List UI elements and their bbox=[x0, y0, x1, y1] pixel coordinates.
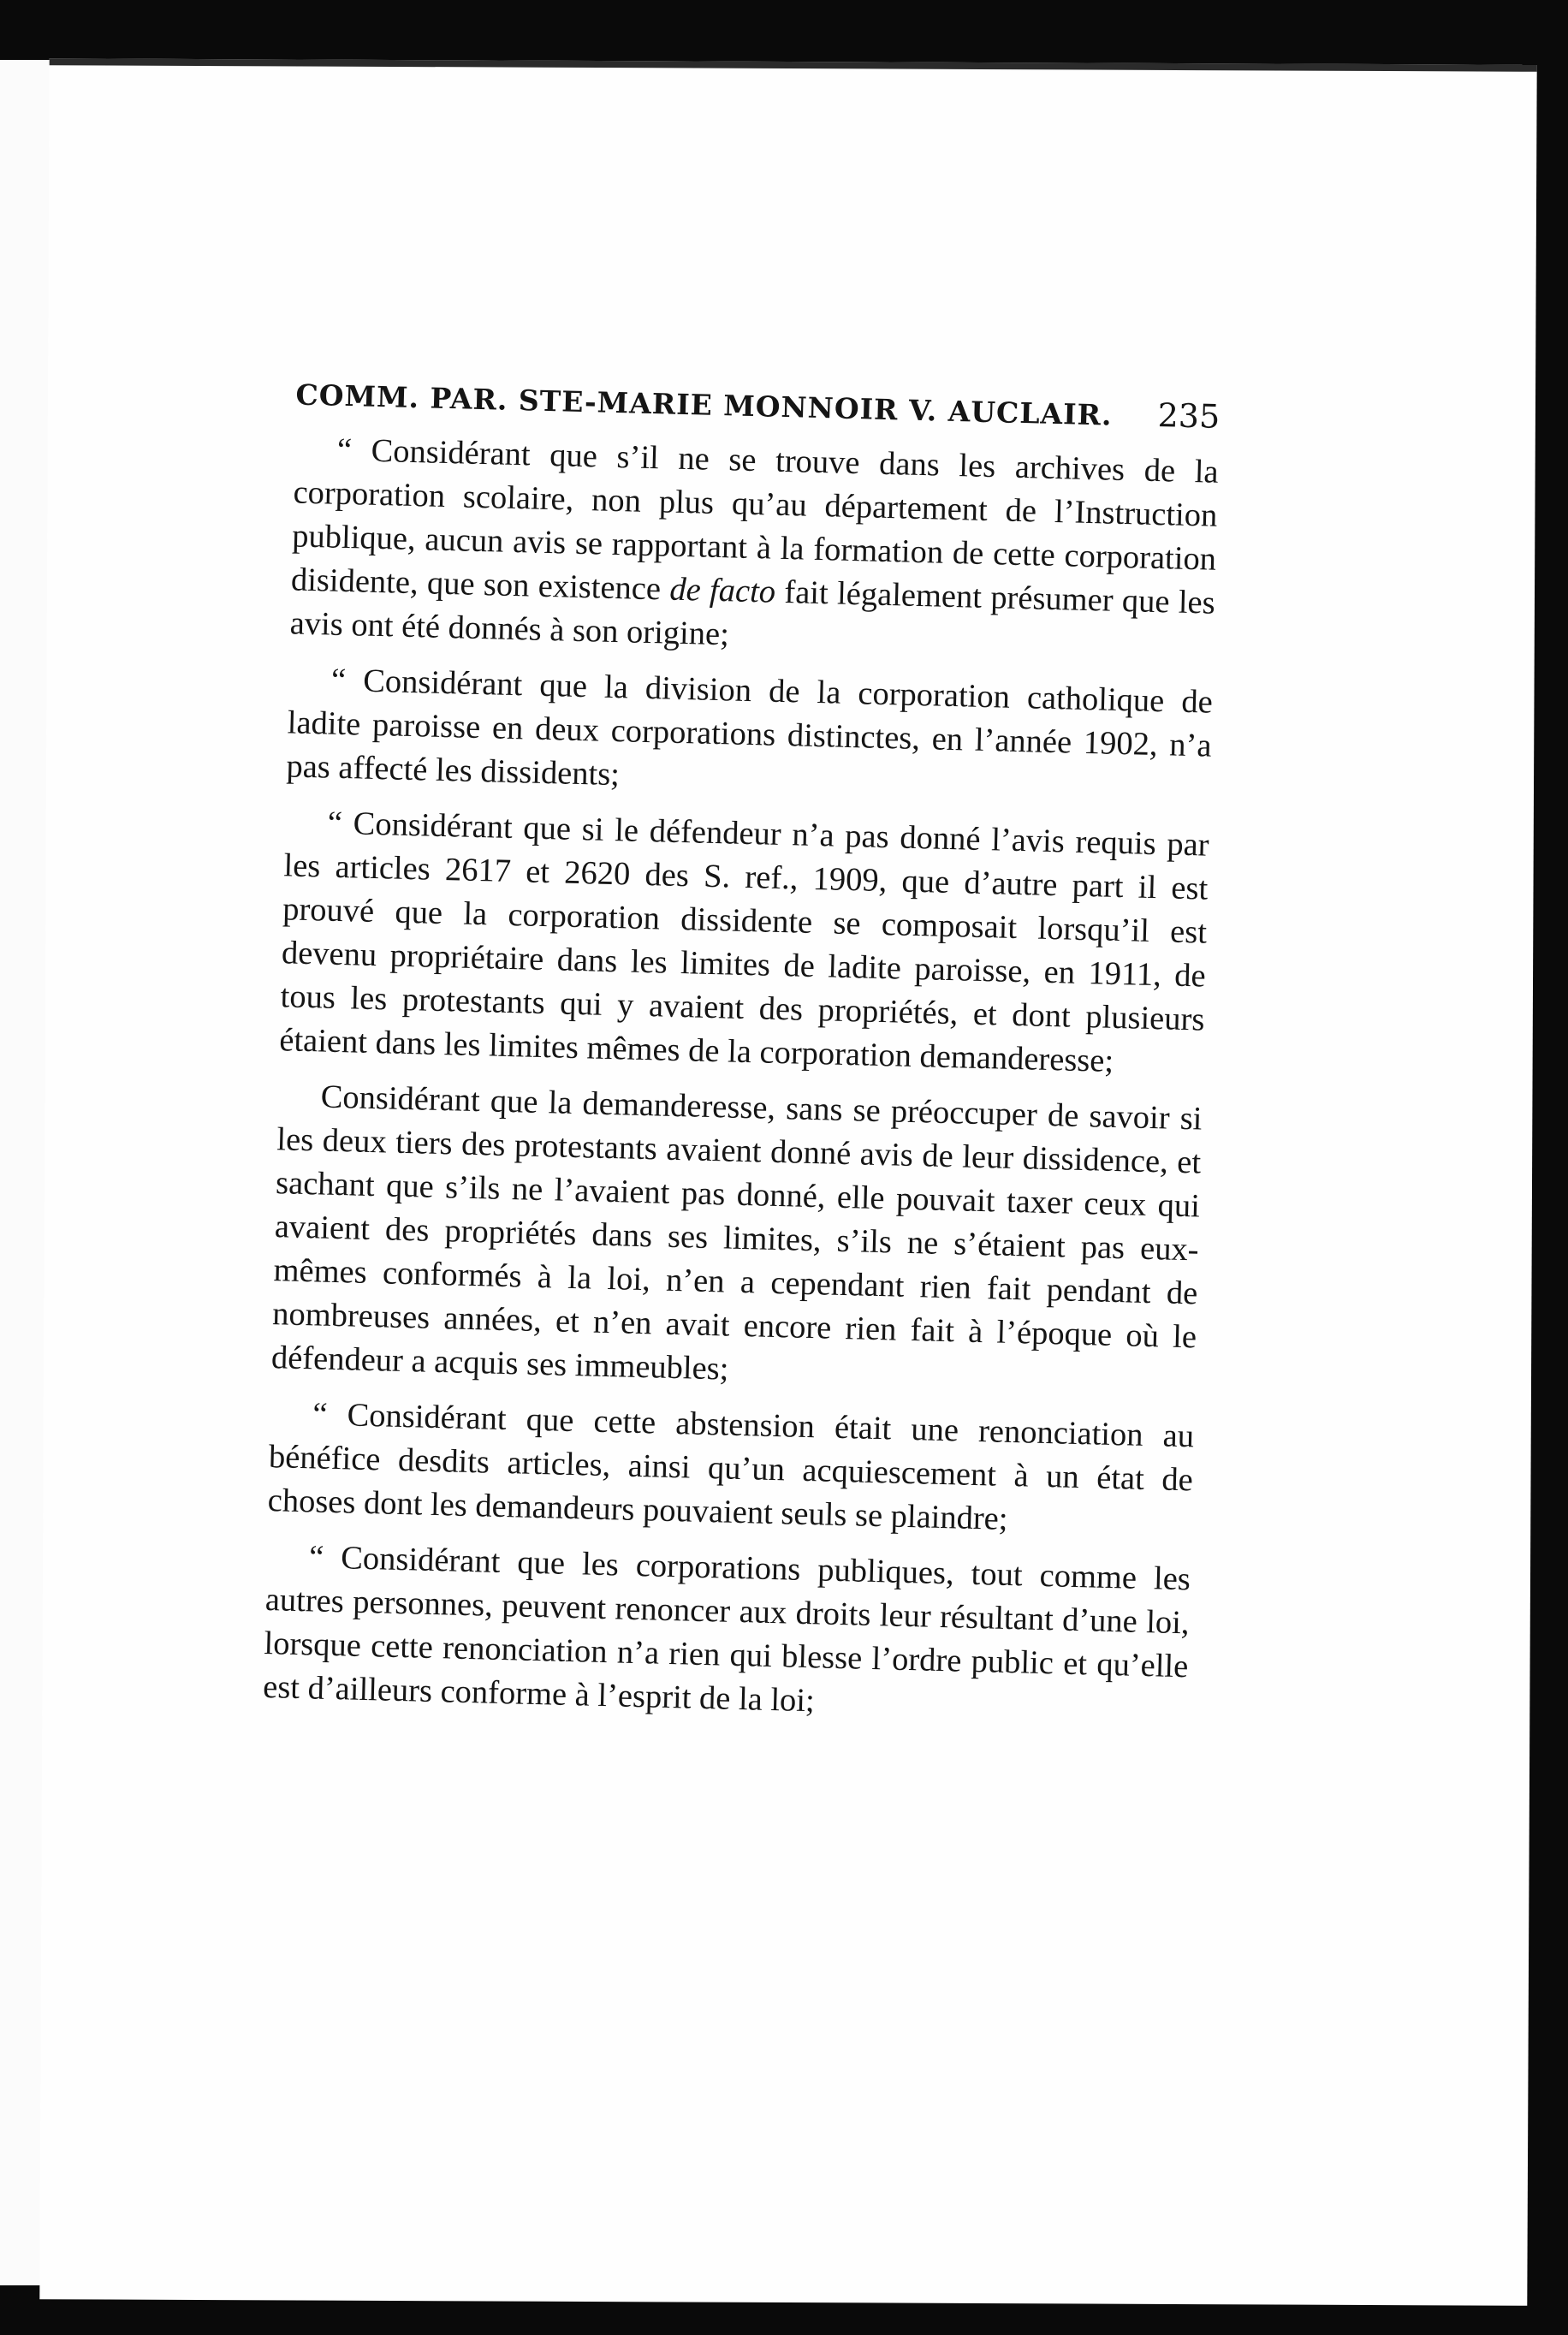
page-content bbox=[262, 374, 1220, 1744]
running-head bbox=[295, 374, 1221, 435]
book-page bbox=[39, 58, 1536, 2306]
italic-phrase: de facto bbox=[668, 571, 776, 610]
paragraph: “ Considérant que la division de la corporation catholique de ladite paroisse en deux corporations distinctes, en l’année 1902, n’a pas affecté les dissidents; bbox=[285, 662, 1214, 793]
page-number: 235 bbox=[1157, 395, 1221, 436]
paragraph: “ Considérant que s’il ne se trouve dans les archives de la corporation scolaire, non plus qu’au département de l’Instruction publique, aucun avis se rapportant à la formation de cette corporation disidente, que son existence de facto fait légalement présumer que les avis ont été donnés à son origine; bbox=[289, 431, 1220, 653]
paragraph: “ Considérant que cette abstension était une renonciation au bénéfice desdits articles, ainsi qu’un acquiescement à un état de choses dont les demandeurs pouvaient seuls se plaindre; bbox=[267, 1396, 1195, 1537]
paragraph: Considérant que la demanderesse, sans se préoccuper de savoir si les deux tiers des protestants avaient donné avis de leur dissidence, et sachant que s’ils ne l’avaient pas donné, elle pouvait taxer ceux qui avaient des propriétés dans ses limites, s’ils ne s’étaient pas eux-mêmes conformés à la loi, n’en a cependant rien fait pendant de nombreuses années, et n’en avait encore rien fait à l’époque où le défendeur a acquis ses immeubles; bbox=[270, 1078, 1203, 1387]
paragraph: “ Considérant que les corporations publiques, tout comme les autres personnes, peuvent renoncer aux droits leur résultant d’une loi, lorsque cette renonciation n’a rien qui blesse l’ordre public et qu’elle est d’ailleurs conforme à l’esprit de la loi; bbox=[262, 1539, 1191, 1720]
paragraph: “ Considérant que si le défendeur n’a pas donné l’avis requis par les articles 2617 et 2620 des S. ref., 1909, que d’autre part il est prouvé que la corporation dissidente se composait lorsqu’il est devenu propriétaire dans les limites de ladite paroisse, en 1911, de tous les protestants qui y avaient des propriétés, et dont plusieurs étaient dans les limites mêmes de la corporation demanderesse; bbox=[278, 805, 1210, 1079]
running-head-title: COMM. PAR. STE-MARIE MONNOIR V. AUCLAIR. bbox=[295, 377, 1113, 432]
